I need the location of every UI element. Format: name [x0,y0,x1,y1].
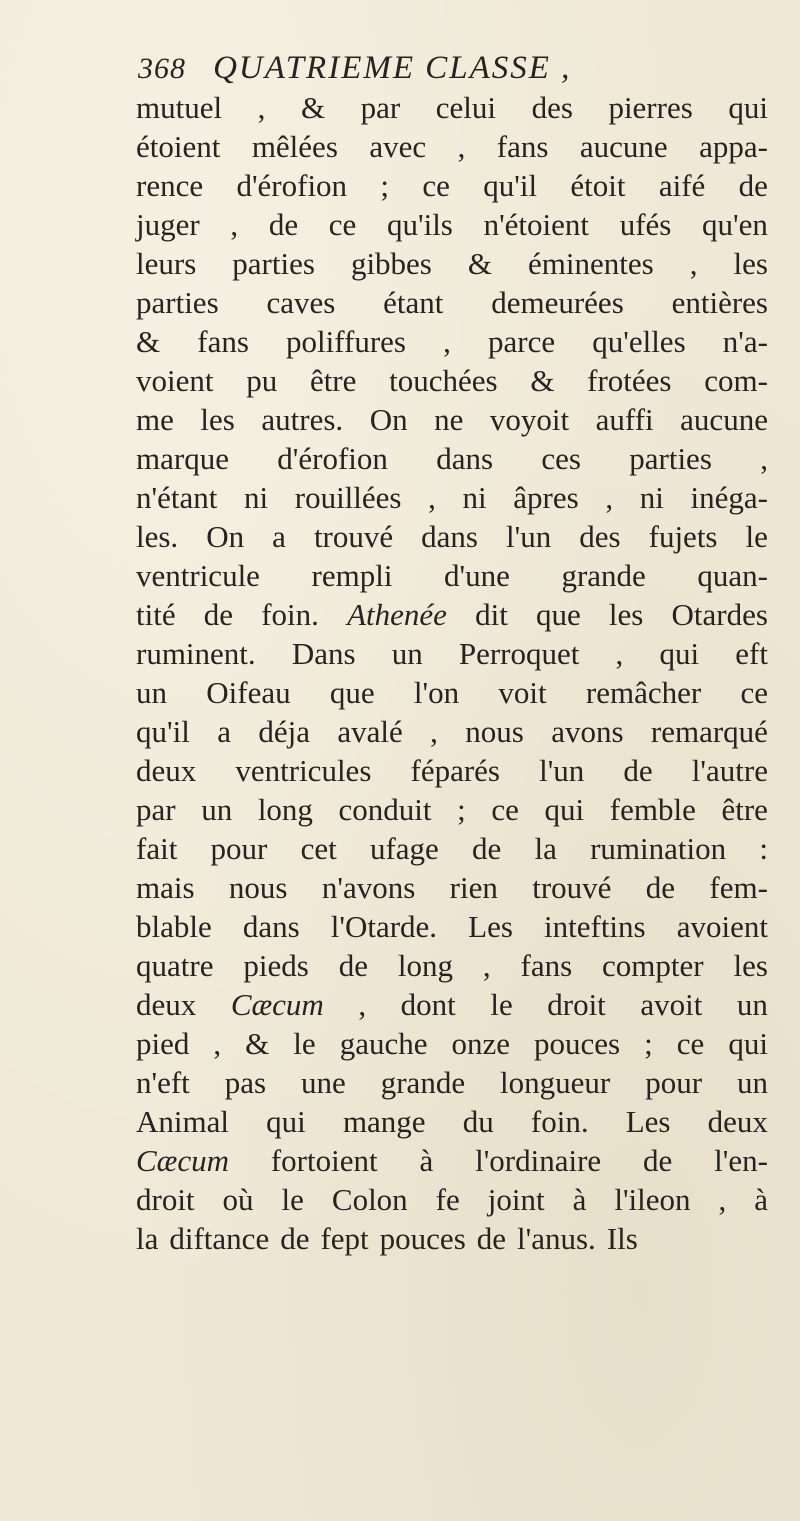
word: à [754,1182,768,1217]
word: la [534,831,557,866]
word: l'autre [691,753,768,788]
word: ; [644,1026,653,1061]
word: déja [258,714,310,749]
word: auffi [595,402,654,437]
word: quatre [136,948,214,983]
word: fem- [709,870,768,905]
word: caves [266,285,336,320]
word: touchées [389,363,498,398]
word: par [136,792,176,827]
word: com- [704,363,768,398]
word: l'ileon [614,1182,691,1217]
word: frotées [587,363,672,398]
word: un [136,675,167,710]
word: deux [136,753,197,788]
word: parties [629,441,712,476]
word: conduit [338,792,432,827]
word: diftance [169,1221,270,1256]
text-line [136,1063,768,1102]
text-line [136,205,768,244]
word: d'érofion [277,441,388,476]
text-line [136,127,768,166]
word: celui [435,90,497,125]
word: des [579,519,621,554]
text-line [136,478,768,517]
text-line [136,751,768,790]
word: ventricules [235,753,372,788]
word: me [136,402,174,437]
word: pierres [608,90,693,125]
text-line [136,673,768,712]
word: de [738,168,768,203]
word: mutuel [136,90,223,125]
word: fans [520,948,573,983]
word: fans [496,129,549,164]
word: demeurées [491,285,624,320]
word: le [281,1182,304,1217]
word: à [572,1182,587,1217]
word: le [490,987,513,1022]
word: de [472,831,502,866]
word: & [467,246,493,281]
word: avec [369,129,427,164]
word: appa- [699,129,768,164]
text-line [136,556,768,595]
word: juger [136,207,200,242]
text-line [136,1024,768,1063]
word: que [329,675,375,710]
word: pouces [534,1026,621,1061]
word: , [430,714,438,749]
running-head: QUATRIEME CLASSE , [213,50,572,86]
word: quan- [697,558,768,593]
word: étant [383,285,444,320]
body-text [136,88,768,1258]
word: gauche [339,1026,428,1061]
text-line [136,595,768,634]
text-line [136,361,768,400]
word: de [338,948,368,983]
word: étoient [136,129,221,164]
word: n'a- [722,324,768,359]
word: aifé [658,168,706,203]
word: de [643,1143,673,1178]
word: que [535,597,581,632]
word: ce [676,1026,705,1061]
word: leurs [136,246,197,281]
word: les [608,597,644,632]
word: l'on [413,675,460,710]
word: de [280,1221,310,1256]
text-line [136,946,768,985]
word: mais [136,870,195,905]
word: On [206,519,245,554]
text-line [136,517,768,556]
word: , [358,987,367,1022]
word: fe [435,1182,460,1217]
word: inéga- [690,480,768,515]
word: Les [468,909,513,944]
word: mêlées [251,129,338,164]
word: parties [232,246,315,281]
word: qu'ils [387,207,453,242]
word: fujets [648,519,718,554]
text-line [136,712,768,751]
word: du [462,1104,494,1139]
page-number: 368 [138,52,186,85]
word: pas [224,1065,267,1100]
text-line [136,634,768,673]
word: ; [457,792,466,827]
word: dans [242,909,300,944]
word: Colon [331,1182,408,1217]
word: rumination [590,831,727,866]
word: fortoient [270,1143,378,1178]
word: le [745,519,768,554]
word: d'une [444,558,510,593]
word: un [736,987,768,1022]
word: les. [136,519,179,554]
word: l'ordinaire [475,1143,602,1178]
word: pieds [243,948,309,983]
word: qu'il [483,168,538,203]
word: rouillées [294,480,402,515]
text-line [136,1219,768,1258]
word: foin. [530,1104,589,1139]
word: ni [639,480,664,515]
word: fans [197,324,249,359]
word: féparés [410,753,500,788]
word: qui [266,1104,306,1139]
word: tité [136,597,176,632]
word: parties [136,285,219,320]
word: remâcher [585,675,702,710]
word: & [530,363,555,398]
word: par [360,90,401,125]
word: Ils [606,1221,638,1256]
word: l'anus. [517,1221,596,1256]
word: voient [136,363,214,398]
word: dans [436,441,494,476]
word: dont [400,987,456,1022]
word: a [217,714,231,749]
word: les [733,246,768,281]
word: joint [487,1182,545,1217]
word: , [428,480,436,515]
word: : [759,831,768,866]
word: , [605,480,614,515]
text-line [136,400,768,439]
word: & [245,1026,270,1061]
word: avons [551,714,624,749]
word: voit [498,675,547,710]
word: , [443,324,451,359]
word: l'un [539,753,585,788]
word: la [136,1221,159,1256]
word: n'avons [321,870,416,905]
italic-word: Cæcum [136,1143,229,1178]
word: qu'il [136,714,190,749]
word: pied [136,1026,190,1061]
text-line [136,790,768,829]
text-line [136,1141,768,1180]
word: aucune [579,129,668,164]
word: pu [246,363,278,398]
word: grande [380,1065,466,1100]
word: Animal [136,1104,229,1139]
word: Oifeau [206,675,291,710]
word: ce [740,675,768,710]
word: , [718,1182,727,1217]
word: trouvé [313,519,394,554]
word: grande [561,558,646,593]
word: , [689,246,698,281]
word: marque [136,441,229,476]
word: poliffures [286,324,406,359]
text-line [136,1180,768,1219]
word: avalé [337,714,403,749]
word: Perroquet [458,636,580,671]
text-line [136,244,768,283]
word: qui [544,792,585,827]
word: a [272,519,286,554]
word: gibbes [350,246,432,281]
word: de [623,753,653,788]
word: éminentes [528,246,654,281]
word: pouces [379,1221,466,1256]
word: ne [434,402,464,437]
word: blable [136,909,212,944]
word: nous [228,870,288,905]
word: Les [625,1104,671,1139]
text-line [136,166,768,205]
word: qui [659,636,700,671]
word: , [230,207,239,242]
word: onze [451,1026,511,1061]
word: , [615,636,624,671]
word: qui [728,1026,768,1061]
text-line [136,283,768,322]
word: qu'elles [592,324,686,359]
word: qui [728,90,768,125]
text-line [136,868,768,907]
word: femble [609,792,696,827]
word: où [222,1182,254,1217]
word: autres. [261,402,344,437]
word: droit [136,1182,195,1217]
word: Dans [291,636,356,671]
word: , [482,948,491,983]
word: foin. [261,597,319,632]
italic-word: Cæcum [230,987,324,1022]
word: ni [243,480,269,515]
word: de [645,870,676,905]
word: une [301,1065,346,1100]
word: ruminent. [136,636,256,671]
word: nous [465,714,524,749]
word: avoit [640,987,703,1022]
word: Otardes [671,597,768,632]
word: ce [328,207,357,242]
word: pour [210,831,268,866]
word: qu'en [702,207,768,242]
word: ufage [369,831,439,866]
word: , [213,1026,222,1061]
word: , [257,90,266,125]
word: fept [320,1221,369,1256]
text-line [136,907,768,946]
word: , [760,441,768,476]
word: , [457,129,466,164]
word: les [733,948,768,983]
text-line [136,322,768,361]
word: n'étoient [483,207,590,242]
word: dans [421,519,478,554]
word: compter [602,948,704,983]
word: étoit [570,168,626,203]
word: n'eft [136,1065,190,1100]
word: à [419,1143,434,1178]
word: avoient [676,909,768,944]
text-line [136,985,768,1024]
word: de [268,207,299,242]
text-line [136,88,768,127]
word: d'érofion [236,168,348,203]
word: l'un [506,519,552,554]
word: des [531,90,573,125]
word: parce [488,324,556,359]
word: de [203,597,234,632]
word: entières [671,285,768,320]
word: eft [735,636,768,671]
word: voyoit [489,402,570,437]
word: longueur [500,1065,611,1100]
text-line [136,1102,768,1141]
word: aucune [680,402,768,437]
italic-word: Athenée [347,597,447,632]
word: l'en- [714,1143,768,1178]
word: remarqué [650,714,768,749]
word: rien [449,870,498,905]
word: & [136,324,161,359]
word: ce [491,792,519,827]
word: rence [136,168,204,203]
word: pour [645,1065,703,1100]
word: deux [136,987,197,1022]
word: On [369,402,408,437]
word: cet [300,831,337,866]
word: dit [475,597,508,632]
text-line [136,829,768,868]
word: ufés [619,207,672,242]
word: ni [462,480,487,515]
word: ventricule [136,558,260,593]
word: deux [707,1104,768,1139]
word: long [257,792,313,827]
word: le [293,1026,316,1061]
word: un [201,792,233,827]
word: âpres [513,480,579,515]
word: trouvé [532,870,612,905]
word: un [391,636,423,671]
word: de [476,1221,507,1256]
word: l'Otarde. [330,909,438,944]
word: fait [136,831,178,866]
word: long [397,948,453,983]
word: être [309,363,357,398]
word: rempli [311,558,393,593]
word: n'étant [136,480,218,515]
word: les [200,402,235,437]
word: ce [422,168,450,203]
text-line [136,439,768,478]
word: inteftins [544,909,646,944]
word: un [736,1065,768,1100]
word: ces [541,441,581,476]
word: droit [547,987,606,1022]
word: ; [380,168,390,203]
word: mange [342,1104,426,1139]
word: être [721,792,768,827]
word: & [300,90,326,125]
